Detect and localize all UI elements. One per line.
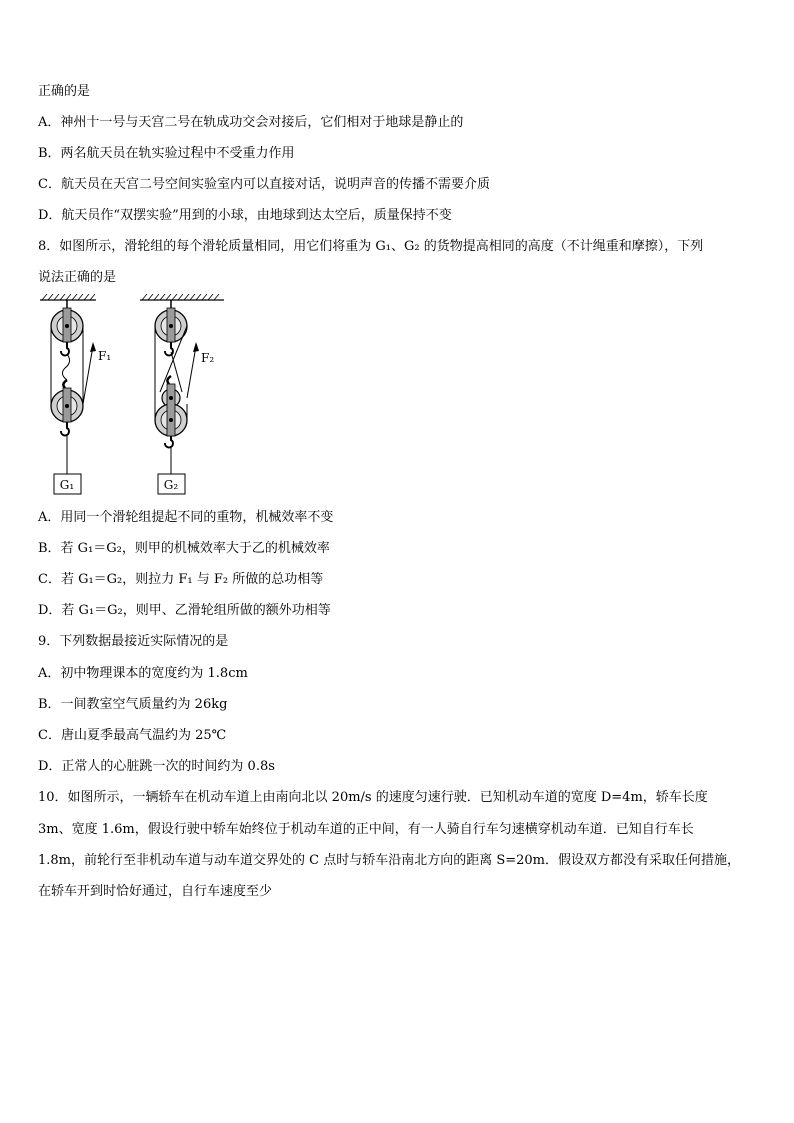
weight-g2-label: G₂	[163, 478, 179, 492]
q9-option-d: D．正常人的心脏跳一次的时间约为 0.8s	[38, 759, 275, 774]
q8-option-c: C．若 G₁＝G₂，则拉力 F₁ 与 F₂ 所做的总功相等	[38, 572, 324, 587]
q7-option-c: C．航天员在天宫二号空间实验室内可以直接对话，说明声音的传播不需要介质	[38, 177, 490, 192]
q8-stem-line1: 8．如图所示，滑轮组的每个滑轮质量相同，用它们将重为 G₁、G₂ 的货物提高相同的高度（不计绳重和摩擦），下列	[38, 239, 704, 254]
right-pulley-system	[155, 300, 214, 494]
ceiling-left	[40, 294, 96, 300]
left-pulley-system	[51, 300, 111, 494]
q7-option-a: A．神州十一号与天宫二号在轨成功交会对接后，它们相对于地球是静止的	[38, 115, 464, 130]
pulley-diagram	[36, 294, 256, 498]
q9-option-b: B．一间教室空气质量约为 26kg	[38, 697, 228, 712]
q8-option-d: D．若 G₁＝G₂，则甲、乙滑轮组所做的额外功相等	[38, 603, 331, 618]
q8-stem-line2: 说法正确的是	[38, 270, 117, 285]
pulley-figure	[36, 294, 256, 498]
ceiling-right	[140, 294, 224, 300]
q10-line4: 在轿车开到时恰好通过，自行车速度至少	[38, 884, 273, 899]
q7-option-d: D．航天员作“双摆实验”用到的小球，由地球到达太空后，质量保持不变	[38, 208, 452, 223]
q7-stem-end: 正确的是	[38, 84, 91, 99]
weight-g1-label: G₁	[59, 478, 75, 492]
q10-line2: 3m、宽度 1.6m，假设行驶中轿车始终位于机动车道的正中间，有一人骑自行车匀速横穿机动车道．已知自行车长	[38, 822, 694, 837]
q8-option-a: A．用同一个滑轮组提起不同的重物，机械效率不变	[38, 510, 334, 525]
q9-stem: 9．下列数据最接近实际情况的是	[38, 634, 229, 649]
q7-option-b: B．两名航天员在轨实验过程中不受重力作用	[38, 146, 295, 161]
q9-option-a: A．初中物理课本的宽度约为 1.8cm	[38, 666, 248, 681]
q10-line3: 1.8m，前轮行至非机动车道与动车道交界处的 C 点时与轿车沿南北方向的距离 S=20m．假设双方都没有采取任何措施，	[38, 853, 741, 868]
force-f1-label: F₁	[98, 349, 112, 363]
q8-option-b: B．若 G₁＝G₂，则甲的机械效率大于乙的机械效率	[38, 541, 330, 556]
force-f2-label: F₂	[201, 351, 215, 365]
q9-option-c: C．唐山夏季最高气温约为 25℃	[38, 728, 227, 743]
q10-line1: 10．如图所示，一辆轿车在机动车道上由南向北以 20m/s 的速度匀速行驶．已知机动车道的宽度 D=4m，轿车长度	[38, 790, 708, 805]
